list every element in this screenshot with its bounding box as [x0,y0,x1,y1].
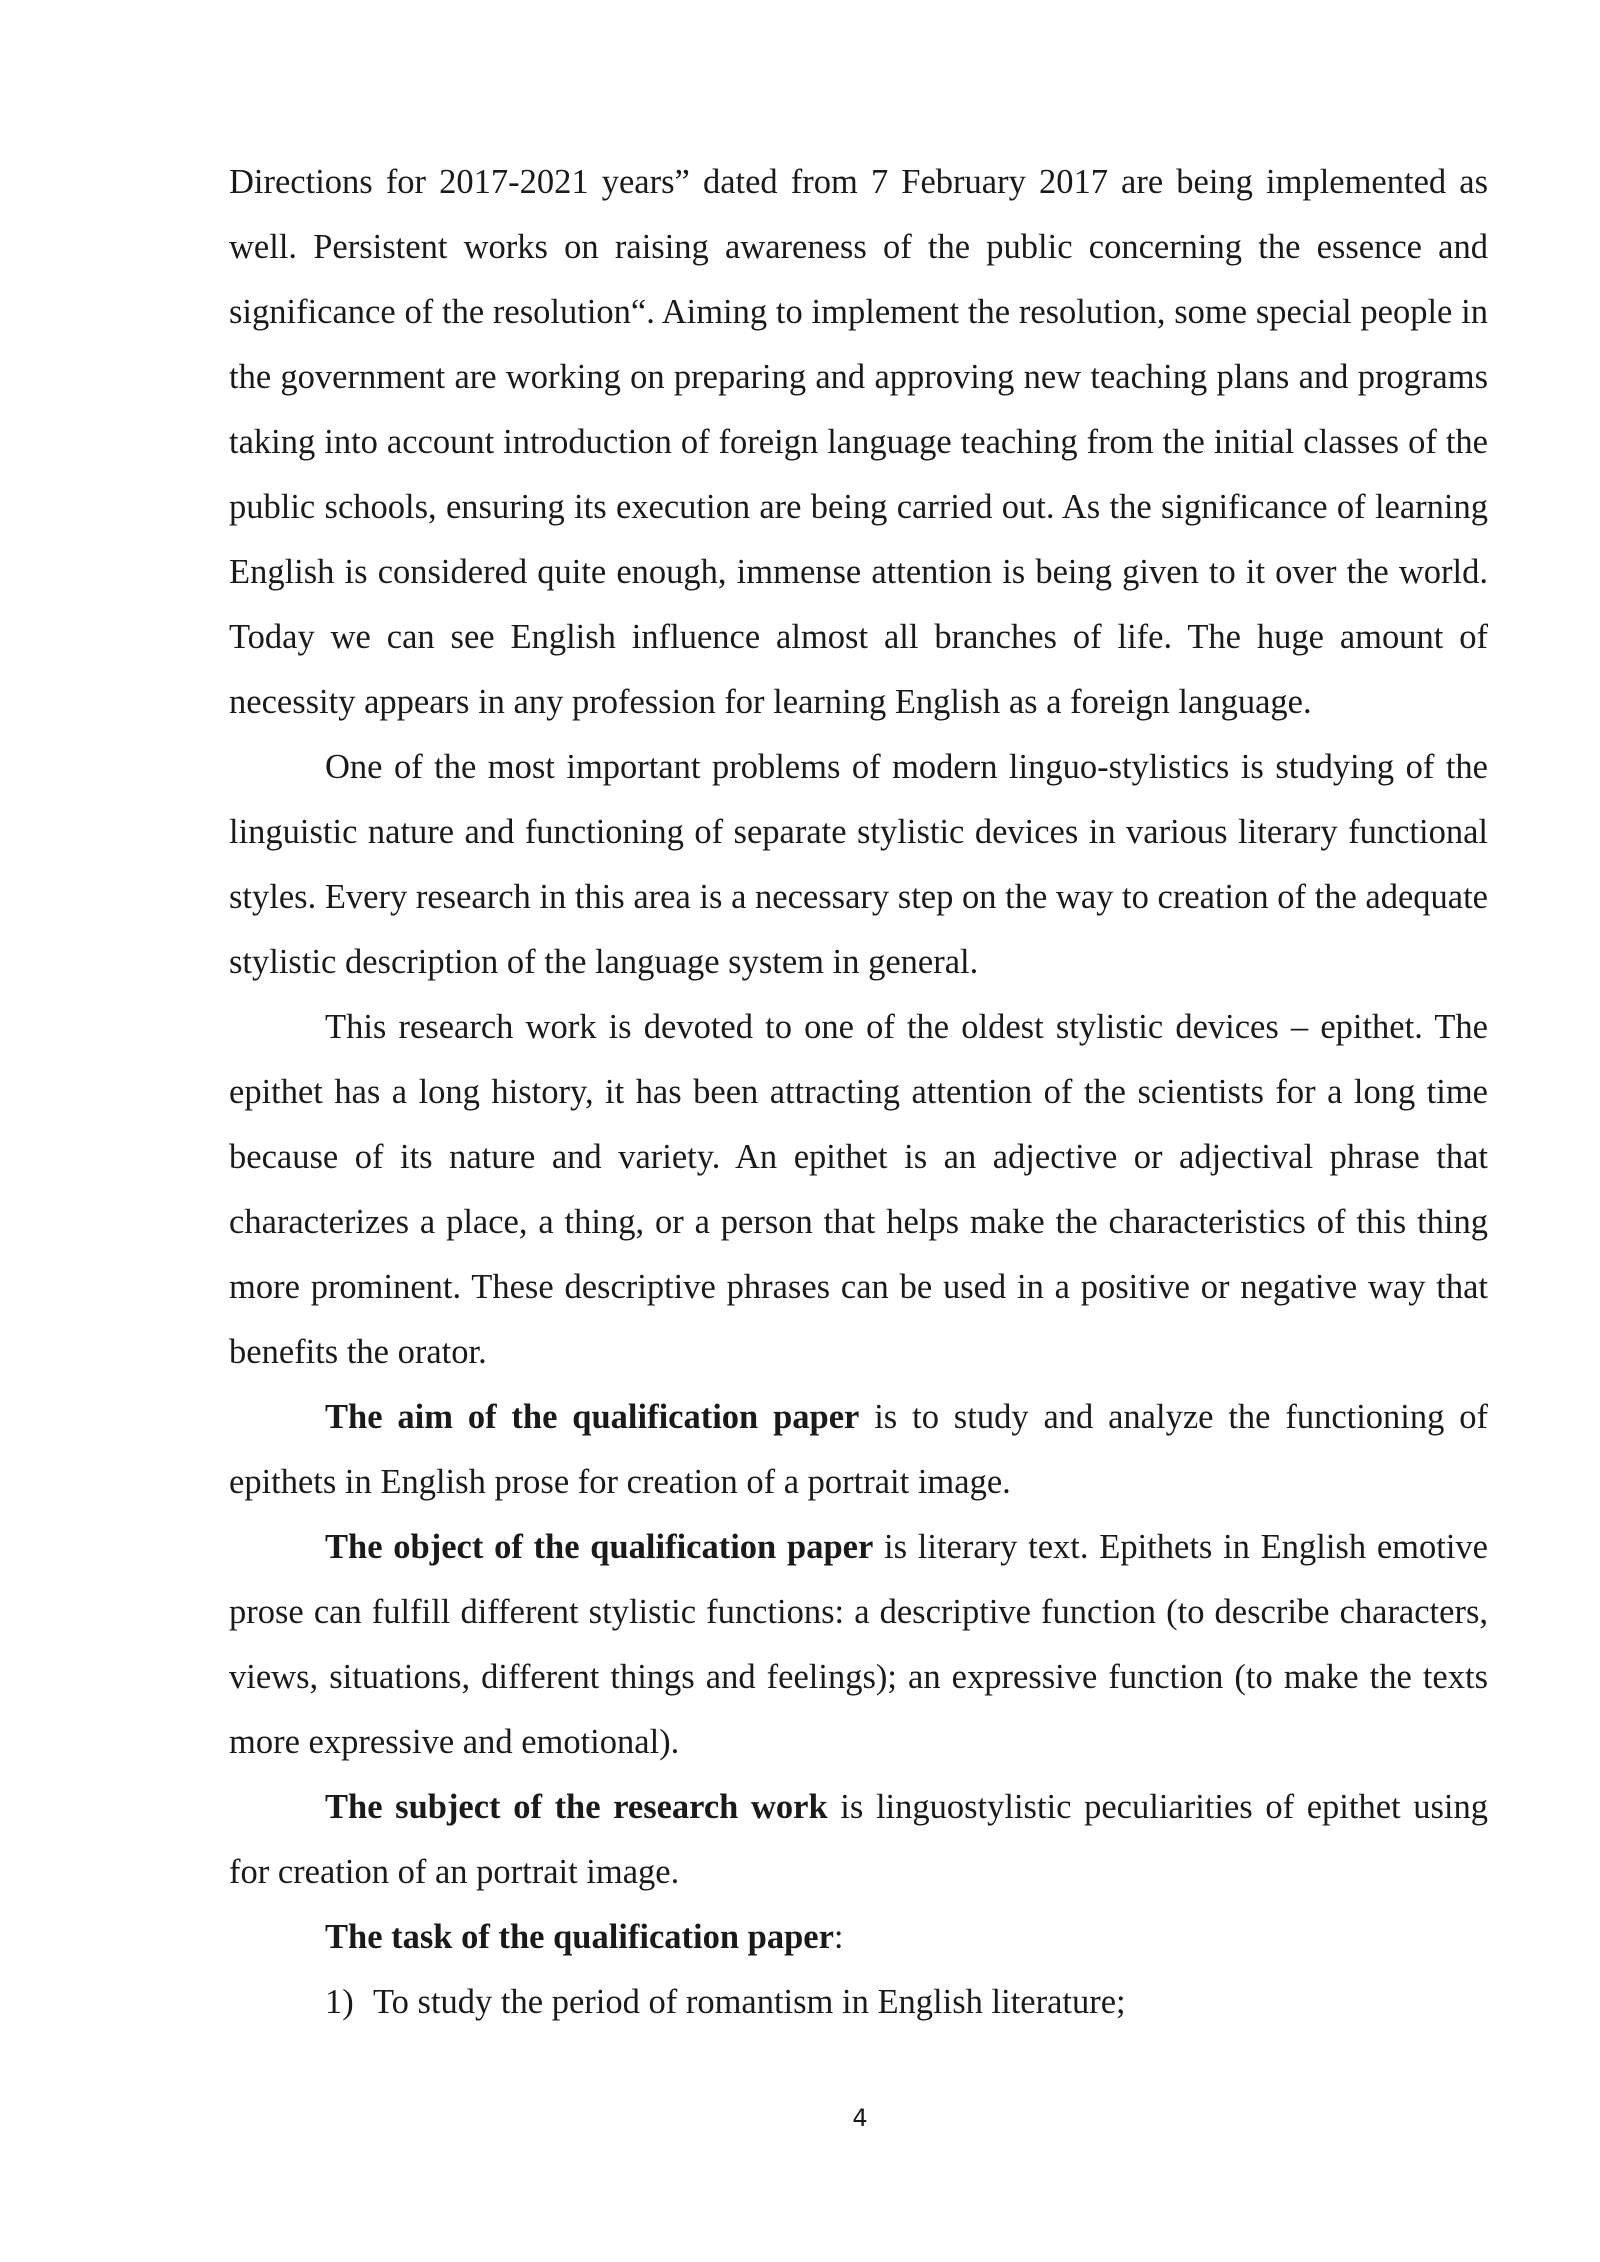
page-number: 4 [852,2104,868,2132]
document-body [229,150,1488,2035]
list-item-number: 1) [325,1983,354,2021]
paragraph-epithet: This research work is devoted to one of the oldest stylistic devices – epithet. The epithet has a long history, it has been attracting attention of the scientists for a long time because of its nature and variety. An epithet is an adjective or adjectival phrase that characterizes a place, a thing, or a person that helps make the characteristics of this thing more prominent. These descriptive phrases can be used in a positive or negative way that benefits the orator. [229,1008,1488,1371]
paragraph-object [229,1515,1488,1775]
aim-text: is to study and analyze the functioning of epithets in English prose for creation of a portrait image. [229,1398,1489,1501]
aim-label: The aim of the qualification paper [325,1398,860,1436]
paragraph-problems: One of the most important problems of modern linguo-stylistics is studying of the linguistic nature and functioning of separate stylistic devices in various literary functional styles. Every research in this area is a necessary step on the way to creation of the adequate stylistic description of the language system in general. [229,748,1488,981]
paragraph-intro: Directions for 2017-2021 years” dated from 7 February 2017 are being implemented as well. Persistent works on raising awareness of the public concerning the essence and significance of the resolution“. Aiming to implement the resolution, some special people in the government are working on preparing and approving new teaching plans and programs taking into account introduction of foreign language teaching from the initial classes of the public schools, ensuring its execution are being carried out. As the significance of learning English is considered quite enough, immense attention is being given to it over the world. Today we can see English influence almost all branches of life. The huge amount of necessity appears in any profession for learning English as a foreign language. [229,163,1488,721]
task-colon: : [833,1918,844,1956]
subject-label: The subject of the research work [325,1788,828,1826]
subject-text: is linguostylistic peculiarities of epithet using for creation of an portrait image. [229,1788,1488,1891]
list-item-text: To study the period of romantism in English literature; [373,1983,1126,2021]
list-item [229,1970,1488,2035]
object-text: is literary text. Epithets in English emotive prose can fulfill different stylistic functions: a descriptive function (to describe characters, views, situations, different things and feelings); an expressive function (to make the texts more expressive and emotional). [229,1528,1488,1761]
task-label: The task of the qualification paper [325,1918,834,1956]
paragraph-aim [229,1385,1488,1515]
task-heading [229,1905,1488,1970]
object-label: The object of the qualification paper [325,1528,874,1566]
paragraph-subject [229,1775,1488,1905]
